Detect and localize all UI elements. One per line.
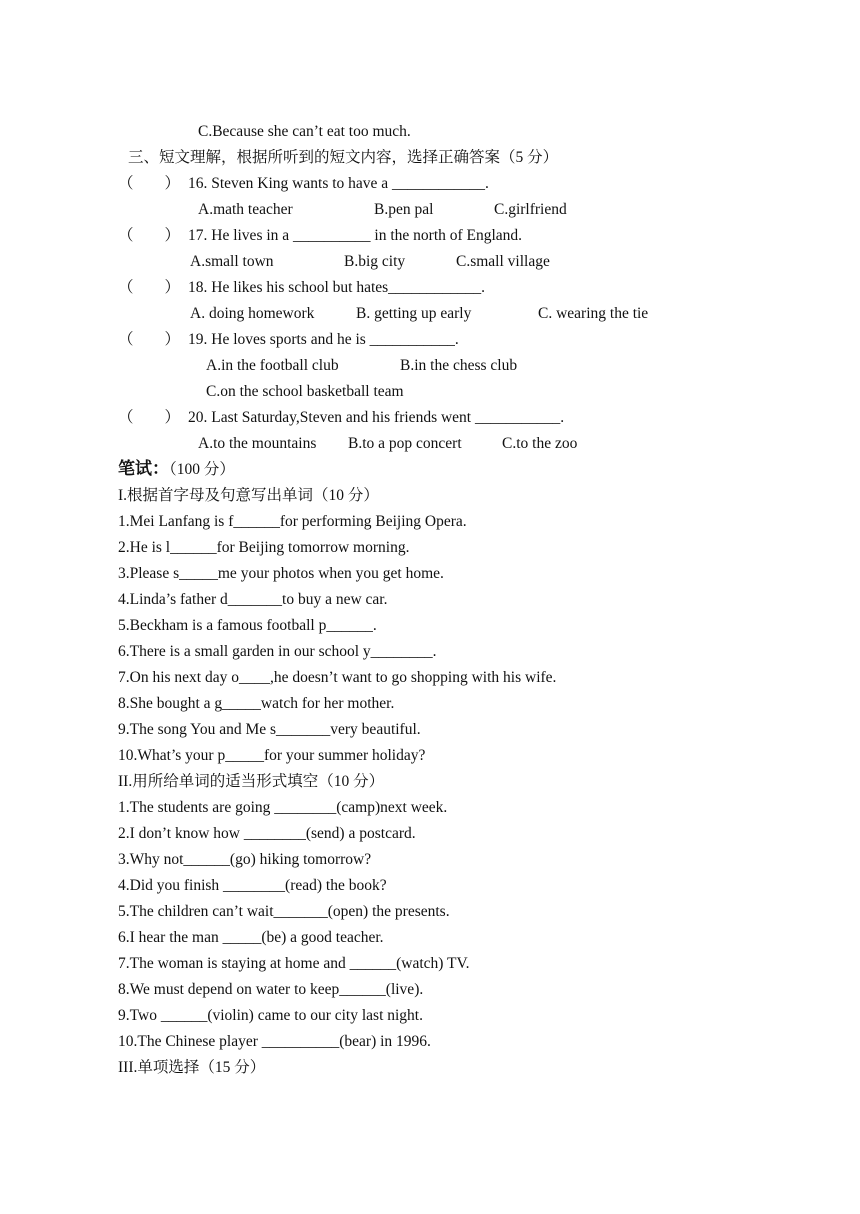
question-20-option-c: C.to the zoo	[502, 435, 578, 452]
section-3-heading: III.单项选择（15 分）	[118, 1059, 266, 1076]
listening-section-heading: 三、短文理解，根据所听到的短文内容，选择正确答案（5 分）	[128, 149, 559, 166]
section-1-item-10: 10.What’s your p_____for your summer holiday?	[118, 747, 426, 764]
answer-bracket-19[interactable]: （ ）	[118, 331, 181, 348]
answer-bracket-18[interactable]: （ ）	[118, 279, 181, 296]
prev-question-option-c: C.Because she can’t eat too much.	[198, 123, 411, 140]
question-18-option-b: B. getting up early	[356, 305, 472, 322]
question-19-stem: 19. He loves sports and he is ___________.	[188, 331, 459, 348]
section-1-item-8: 8.She bought a g_____watch for her mother.	[118, 695, 395, 712]
answer-bracket-16[interactable]: （ ）	[118, 175, 181, 192]
section-1-item-2: 2.He is l______for Beijing tomorrow morning.	[118, 539, 410, 556]
question-19-option-a: A.in the football club	[206, 357, 339, 374]
section-2-item-9: 9.Two ______(violin) came to our city last night.	[118, 1007, 423, 1024]
question-17-option-b: B.big city	[344, 253, 406, 270]
section-1-item-4: 4.Linda’s father d_______to buy a new car.	[118, 591, 388, 608]
question-18-option-a: A. doing homework	[190, 305, 315, 322]
question-20-option-b: B.to a pop concert	[348, 435, 462, 452]
question-16-stem: 16. Steven King wants to have a ____________.	[188, 175, 489, 192]
question-20-stem: 20. Last Saturday,Steven and his friends went ___________.	[188, 409, 565, 426]
question-16-option-c: C.girlfriend	[494, 201, 567, 218]
question-20-option-a: A.to the mountains	[198, 435, 317, 452]
section-1-item-3: 3.Please s_____me your photos when you get home.	[118, 565, 444, 582]
question-19-option-c: C.on the school basketball team	[206, 383, 404, 400]
section-1-item-7: 7.On his next day o____,he doesn’t want to go shopping with his wife.	[118, 669, 557, 686]
question-19-option-b: B.in the chess club	[400, 357, 518, 374]
written-test-title: 笔试：	[118, 459, 169, 478]
section-2-item-2: 2.I don’t know how ________(send) a postcard.	[118, 825, 416, 842]
section-2-item-6: 6.I hear the man _____(be) a good teacher.	[118, 929, 384, 946]
answer-bracket-17[interactable]: （ ）	[118, 227, 181, 244]
section-2-item-4: 4.Did you finish ________(read) the book?	[118, 877, 387, 894]
section-2-item-7: 7.The woman is staying at home and ______(watch) TV.	[118, 955, 470, 972]
question-17-option-c: C.small village	[456, 253, 550, 270]
answer-bracket-20[interactable]: （ ）	[118, 409, 181, 426]
section-1-item-1: 1.Mei Lanfang is f______for performing Beijing Opera.	[118, 513, 467, 530]
written-test-score: （100 分）	[169, 461, 235, 478]
written-test-heading	[118, 459, 235, 480]
section-1-item-9: 9.The song You and Me s_______very beautiful.	[118, 721, 421, 738]
section-2-item-1: 1.The students are going ________(camp)next week.	[118, 799, 448, 816]
section-2-item-8: 8.We must depend on water to keep______(live).	[118, 981, 424, 998]
section-1-item-6: 6.There is a small garden in our school y________.	[118, 643, 437, 660]
question-16-option-b: B.pen pal	[374, 201, 434, 218]
question-18-stem: 18. He likes his school but hates____________.	[188, 279, 486, 296]
question-17-option-a: A.small town	[190, 253, 274, 270]
section-2-heading: II.用所给单词的适当形式填空（10 分）	[118, 773, 385, 790]
question-18-option-c: C. wearing the tie	[538, 305, 649, 322]
section-1-item-5: 5.Beckham is a famous football p______.	[118, 617, 377, 634]
question-17-stem: 17. He lives in a __________ in the north of England.	[188, 227, 523, 244]
section-2-item-5: 5.The children can’t wait_______(open) the presents.	[118, 903, 450, 920]
section-1-heading: I.根据首字母及句意写出单词（10 分）	[118, 487, 379, 504]
section-2-item-3: 3.Why not______(go) hiking tomorrow?	[118, 851, 372, 868]
section-2-item-10: 10.The Chinese player __________(bear) in 1996.	[118, 1033, 431, 1050]
question-16-option-a: A.math teacher	[198, 201, 293, 218]
